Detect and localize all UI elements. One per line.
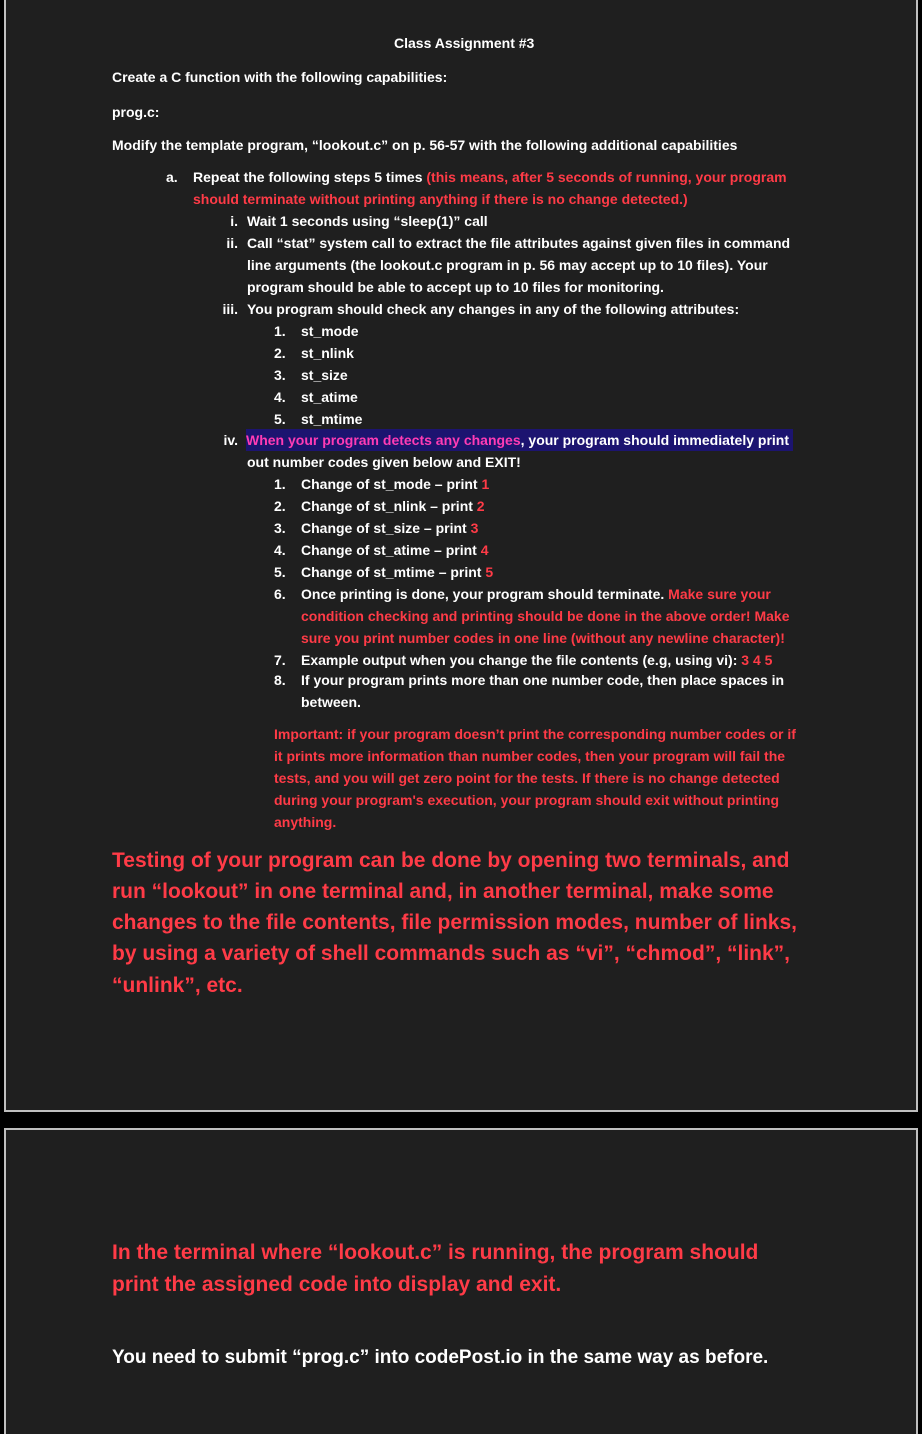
modify-line: Modify the template program, “lookout.c” on p. 56-57 with the following additional capabilities bbox=[112, 137, 738, 153]
attribute-number: 1. bbox=[274, 323, 286, 339]
code-number: 1. bbox=[274, 476, 286, 492]
code-item bbox=[301, 473, 489, 495]
important-line: it prints more information than number codes, then your program will fail the bbox=[274, 748, 786, 764]
testing-line: run “lookout” in one terminal and, in another terminal, make some bbox=[112, 880, 774, 903]
attribute-number: 3. bbox=[274, 367, 286, 383]
step-i-marker: i. bbox=[230, 213, 238, 229]
item6-line1 bbox=[301, 583, 771, 605]
important-line: anything. bbox=[274, 814, 337, 830]
code-value: 4 bbox=[480, 542, 489, 558]
item7-example: 3 4 5 bbox=[741, 652, 773, 668]
attribute-name: st_size bbox=[301, 367, 348, 383]
step-iv-rest: , your program should immediately print bbox=[520, 432, 789, 448]
item6-number: 6. bbox=[274, 586, 286, 602]
attribute-number: 2. bbox=[274, 345, 286, 361]
step-iii-text: You program should check any changes in any of the following attributes: bbox=[247, 301, 740, 317]
item-a-line1 bbox=[193, 166, 787, 188]
step-iv-pink: When your program detects any changes bbox=[246, 432, 521, 448]
step-ii-line: Call “stat” system call to extract the file attributes against given files in command bbox=[247, 235, 791, 251]
attribute-number: 4. bbox=[274, 389, 286, 405]
step-iv-highlight bbox=[246, 429, 793, 451]
code-text: Change of st_mode – print bbox=[301, 476, 482, 492]
code-value: 1 bbox=[481, 476, 490, 492]
step-iv-line2: out number codes given below and EXIT! bbox=[247, 454, 521, 470]
item6-line3: sure you print number codes in one line (without any newline character)! bbox=[301, 630, 785, 646]
code-value: 2 bbox=[476, 498, 485, 514]
step-i-text: Wait 1 seconds using “sleep(1)” call bbox=[247, 213, 488, 229]
testing-line: by using a variety of shell commands such as “vi”, “chmod”, “link”, bbox=[112, 942, 791, 965]
code-text: Change of st_atime – print bbox=[301, 542, 481, 558]
code-value: 5 bbox=[485, 564, 494, 580]
code-text: Change of st_mtime – print bbox=[301, 564, 486, 580]
code-text: Change of st_size – print bbox=[301, 520, 471, 536]
testing-line: changes to the file contents, file permission modes, number of links, bbox=[112, 911, 797, 934]
step-ii-line: line arguments (the lookout.c program in p. 56 may accept up to 10 files). Your bbox=[247, 257, 768, 273]
file-label: prog.c: bbox=[112, 104, 160, 120]
item8-line2: between. bbox=[301, 694, 361, 710]
item-a-note: (this means, after 5 seconds of running, your program bbox=[426, 169, 787, 185]
code-value: 3 bbox=[470, 520, 479, 536]
attribute-name: st_mtime bbox=[301, 411, 363, 427]
code-number: 3. bbox=[274, 520, 286, 536]
code-text: Change of st_nlink – print bbox=[301, 498, 477, 514]
item-a-note-line2: should terminate without printing anything if there is no change detected.) bbox=[193, 191, 688, 207]
attribute-name: st_nlink bbox=[301, 345, 354, 361]
step-iii-marker: iii. bbox=[222, 301, 238, 317]
item8-line1: If your program prints more than one number code, then place spaces in bbox=[301, 672, 785, 688]
important-line: tests, and you will get zero point for the tests. If there is no change detected bbox=[274, 770, 780, 786]
code-item bbox=[301, 517, 478, 539]
important-line: Important: if your program doesn’t print the corresponding number codes or if bbox=[274, 726, 796, 742]
item-a-text: Repeat the following steps 5 times bbox=[193, 169, 427, 185]
code-item bbox=[301, 539, 489, 561]
step-iv-marker: iv. bbox=[223, 432, 238, 448]
item7-line bbox=[301, 649, 772, 671]
intro-text: Create a C function with the following capabilities: bbox=[112, 69, 448, 85]
code-number: 5. bbox=[274, 564, 286, 580]
attribute-number: 5. bbox=[274, 411, 286, 427]
code-number: 2. bbox=[274, 498, 286, 514]
item6-white: Once printing is done, your program should terminate. bbox=[301, 586, 669, 602]
code-item bbox=[301, 561, 493, 583]
item6-line2: condition checking and printing should be done in the above order! Make bbox=[301, 608, 790, 624]
code-item bbox=[301, 495, 485, 517]
page-title: Class Assignment #3 bbox=[394, 35, 535, 51]
submit-instruction: You need to submit “prog.c” into codePost.io in the same way as before. bbox=[112, 1347, 769, 1368]
testing-line: “unlink”, etc. bbox=[112, 974, 243, 997]
item7-white: Example output when you change the file contents (e.g, using vi): bbox=[301, 652, 742, 668]
item6-red: Make sure your bbox=[668, 586, 771, 602]
item-a-marker: a. bbox=[166, 169, 178, 185]
code-number: 4. bbox=[274, 542, 286, 558]
item7-number: 7. bbox=[274, 652, 286, 668]
terminal-note-line: In the terminal where “lookout.c” is running, the program should bbox=[112, 1241, 759, 1264]
attribute-name: st_mode bbox=[301, 323, 359, 339]
important-line: during your program's execution, your program should exit without printing bbox=[274, 792, 780, 808]
item8-number: 8. bbox=[274, 672, 286, 688]
step-ii-line: program should be able to accept up to 10 files for monitoring. bbox=[247, 279, 664, 295]
step-ii-marker: ii. bbox=[226, 235, 238, 251]
terminal-note-line: print the assigned code into display and exit. bbox=[112, 1273, 562, 1296]
attribute-name: st_atime bbox=[301, 389, 358, 405]
testing-line: Testing of your program can be done by opening two terminals, and bbox=[112, 849, 790, 872]
